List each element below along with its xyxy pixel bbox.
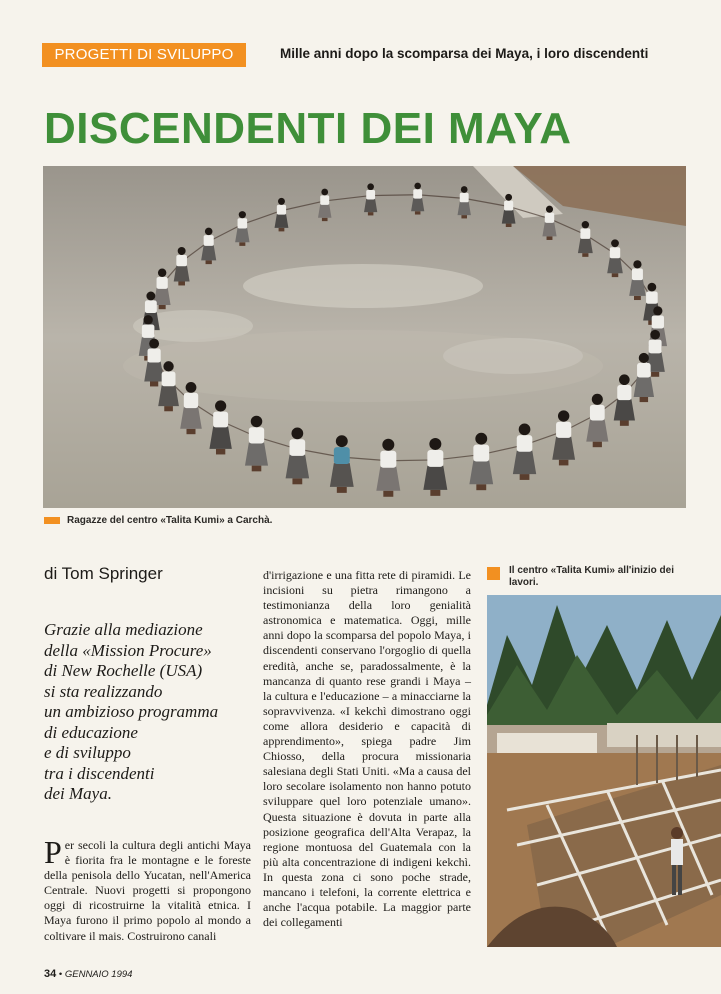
lead-line: della «Mission Procure» — [44, 640, 212, 660]
kicker: Mille anni dopo la scomparsa dei Maya, i loro discendenti — [280, 46, 649, 61]
main-photo — [43, 166, 686, 508]
headline: DISCENDENTI DEI MAYA — [44, 104, 572, 153]
lead-line: Grazie alla mediazione — [44, 620, 203, 639]
lead-paragraph — [44, 620, 259, 805]
caption-marker — [44, 517, 60, 524]
issue-date: GENNAIO 1994 — [64, 969, 133, 980]
lead-line: di New Rochelle (USA) — [44, 661, 203, 680]
lead-line: si sta realizzando — [44, 681, 163, 701]
side-photo-caption: Il centro «Talita Kumi» all'inizio dei lavori. — [509, 565, 675, 588]
lead-line: tra i discendenti — [44, 763, 155, 783]
body-text: d'irrigazione e una fitta rete di piramidi. Le incisioni su pietra rimangono a testimonianza della loro genialità astronomica e matematica. Oggi, mille anni dopo la scomparsa del popolo Maya, i discendenti conservano l'orgoglio di quella eredità, anche se, paradossalmente, è la mancanza di quanto rese grandi i Maya – la cultura e l'educazione – a minacciarne la sopravvivenza. «I kekchì dimostrano oggi come allora desiderio e capacità di apprendimento», spiega padre Jim Chiosso, della procura missionaria salesiana degli Stati Uniti. «Ma a causa del loro secolare isolamento non hanno potuto sviluppare quel loro potenziale umano». Questa situazione è dovuta in parte alla posizione geografica dell'Alta Verapaz, la regione montuosa del Guatemala con la più alta concentrazione di indigeni kekchì. In questa zona ci sono poche strade, mancano i telefoni, la corrente elettrica e anche l'acqua potabile. La maggior parte dei collegamenti — [263, 568, 471, 930]
side-photo — [487, 595, 721, 947]
caption-marker — [487, 567, 500, 580]
side-photo-illustration — [487, 595, 721, 947]
lead-line: di educazione — [44, 722, 138, 742]
byline: di Tom Springer — [44, 564, 163, 583]
page-number: 34 — [44, 968, 57, 980]
section-tag: PROGETTI DI SVILUPPO — [42, 43, 246, 67]
lead-line: e di sviluppo — [44, 743, 131, 762]
main-photo-caption: Ragazze del centro «Talita Kumi» a Carchà. — [67, 515, 273, 526]
main-photo-illustration — [43, 166, 686, 508]
dropcap: P — [44, 834, 62, 870]
body-text: er secoli la cultura degli antichi Maya è fiorita fra le montagne e le foreste della penisola dello Yucatan, nell'America Centrale. Nuovi progetti si propongono oggi di ricostruirne la vitalità etnica. I Maya furono il primo popolo al mondo a coltivare il mais. Costruirono canali — [44, 838, 251, 943]
page-folio — [44, 968, 132, 981]
body-column-2 — [263, 568, 471, 930]
lead-line: un ambizioso programma — [44, 702, 219, 721]
body-column-1 — [44, 834, 251, 944]
folio-separator: • — [58, 969, 63, 980]
lead-line: dei Maya. — [44, 784, 112, 803]
